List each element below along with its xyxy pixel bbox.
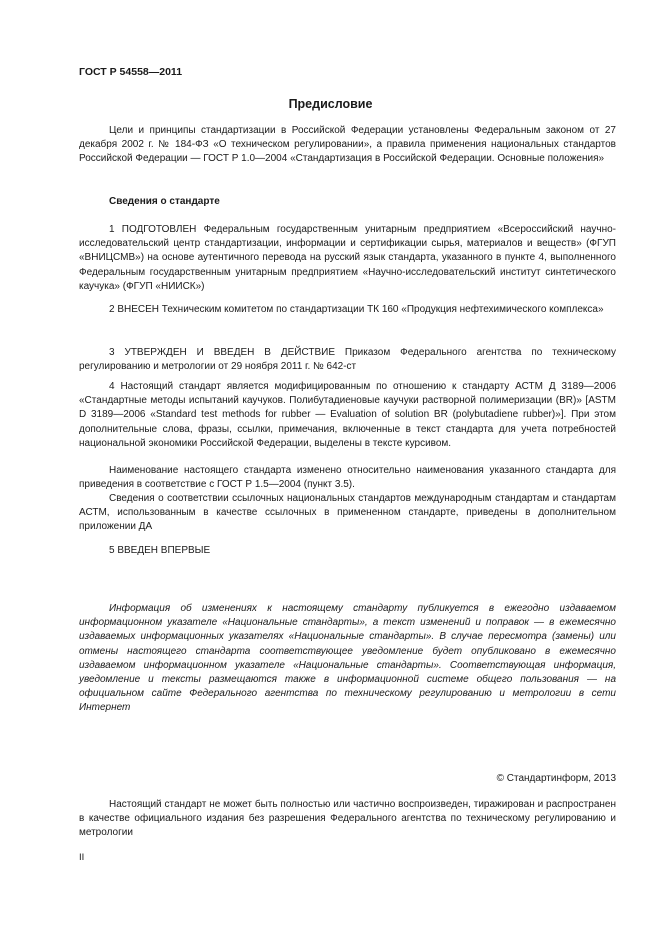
- item-3-paragraph: 3 УТВЕРЖДЕН И ВВЕДЕН В ДЕЙСТВИЕ Приказом Федерального агентства по техническому регулированию и метрологии от 29 ноября 2011 г. № 642-ст: [79, 347, 616, 373]
- page-title: Предисловие: [288, 97, 373, 111]
- item-2-paragraph: 2 ВНЕСЕН Техническим комитетом по стандартизации ТК 160 «Продукция нефтехимического комплекса»: [109, 304, 604, 315]
- item-4-paragraph: 4 Настоящий стандарт является модифицированным по отношению к стандарту АСТМ Д 3189—2006 «Стандартные методы испытаний каучуков. Полибутадиеновые каучуки растворной полимеризации (BR)» [ASTM D 3189—2006 «Standard test methods for rubber — Evaluation of solution BR (polybutadiene rubber)»]. При этом дополнительные слова, фразы, ссылки, примечания, включенные в текст стандарта для учета потребностей национальной экономики Российской Федерации, выделены в тексте курсивом.: [79, 381, 616, 449]
- reproduction-notice: Настоящий стандарт не может быть полностью или частично воспроизведен, тиражирован и распространен в качестве официального издания без разрешения Федерального агентства по техническому регулированию и метрологии: [79, 799, 616, 839]
- section-heading: Сведения о стандарте: [109, 196, 220, 207]
- item-4-name-note: Наименование настоящего стандарта изменено относительно наименования указанного стандарта для приведения в соответствие с ГОСТ Р 1.5—2004 (пункт 3.5).: [79, 465, 616, 491]
- info-notice-paragraph: Информация об изменениях к настоящему стандарту публикуется в ежегодно издаваемом информационном указателе «Национальные стандарты», а текст изменений и поправок — в ежемесячно издаваемых информационных указателях «Национальные стандарты». В случае пересмотра (замены) или отмены настоящего стандарта соответствующее уведомление будет опубликовано в ежемесячно издаваемом информационном указателе «Национальные стандарты». Соответствующая информация, уведомление и тексты размещаются также в информационной системе общего пользования — на официальном сайте Федерального агентства по техническому регулированию и метрологии в сети Интернет: [79, 603, 616, 714]
- item-4-references-note: Сведения о соответствии ссылочных национальных стандартов международным стандартам и стандартам АСТМ, использованным в качестве ссылочных в примененном стандарте, приведены в дополнительном приложении ДА: [79, 493, 616, 533]
- page-number: II: [79, 852, 85, 863]
- item-5-paragraph: 5 ВВЕДЕН ВПЕРВЫЕ: [109, 545, 211, 556]
- intro-paragraph: Цели и принципы стандартизации в Российской Федерации установлены Федеральным законом от 27 декабря 2002 г. № 184-ФЗ «О техническом регулировании», а правила применения национальных стандартов Российской Федерации — ГОСТ Р 1.0—2004 «Стандартизация в Российской Федерации. Основные положения»: [79, 125, 616, 165]
- copyright-line: © Стандартинформ, 2013: [496, 773, 616, 784]
- item-1-paragraph: 1 ПОДГОТОВЛЕН Федеральным государственным унитарным предприятием «Всероссийский научно-исследовательский центр стандартизации, информации и сертификации сырья, материалов и веществ» (ФГУП «ВНИЦСМВ») на основе аутентичного перевода на русский язык стандарта, указанного в пункте 4, выполненного Федеральным государственным унитарным предприятием «Научно-исследовательский институт синтетического каучука» (ФГУП «НИИСК»): [79, 224, 616, 292]
- document-id: ГОСТ Р 54558—2011: [79, 66, 183, 78]
